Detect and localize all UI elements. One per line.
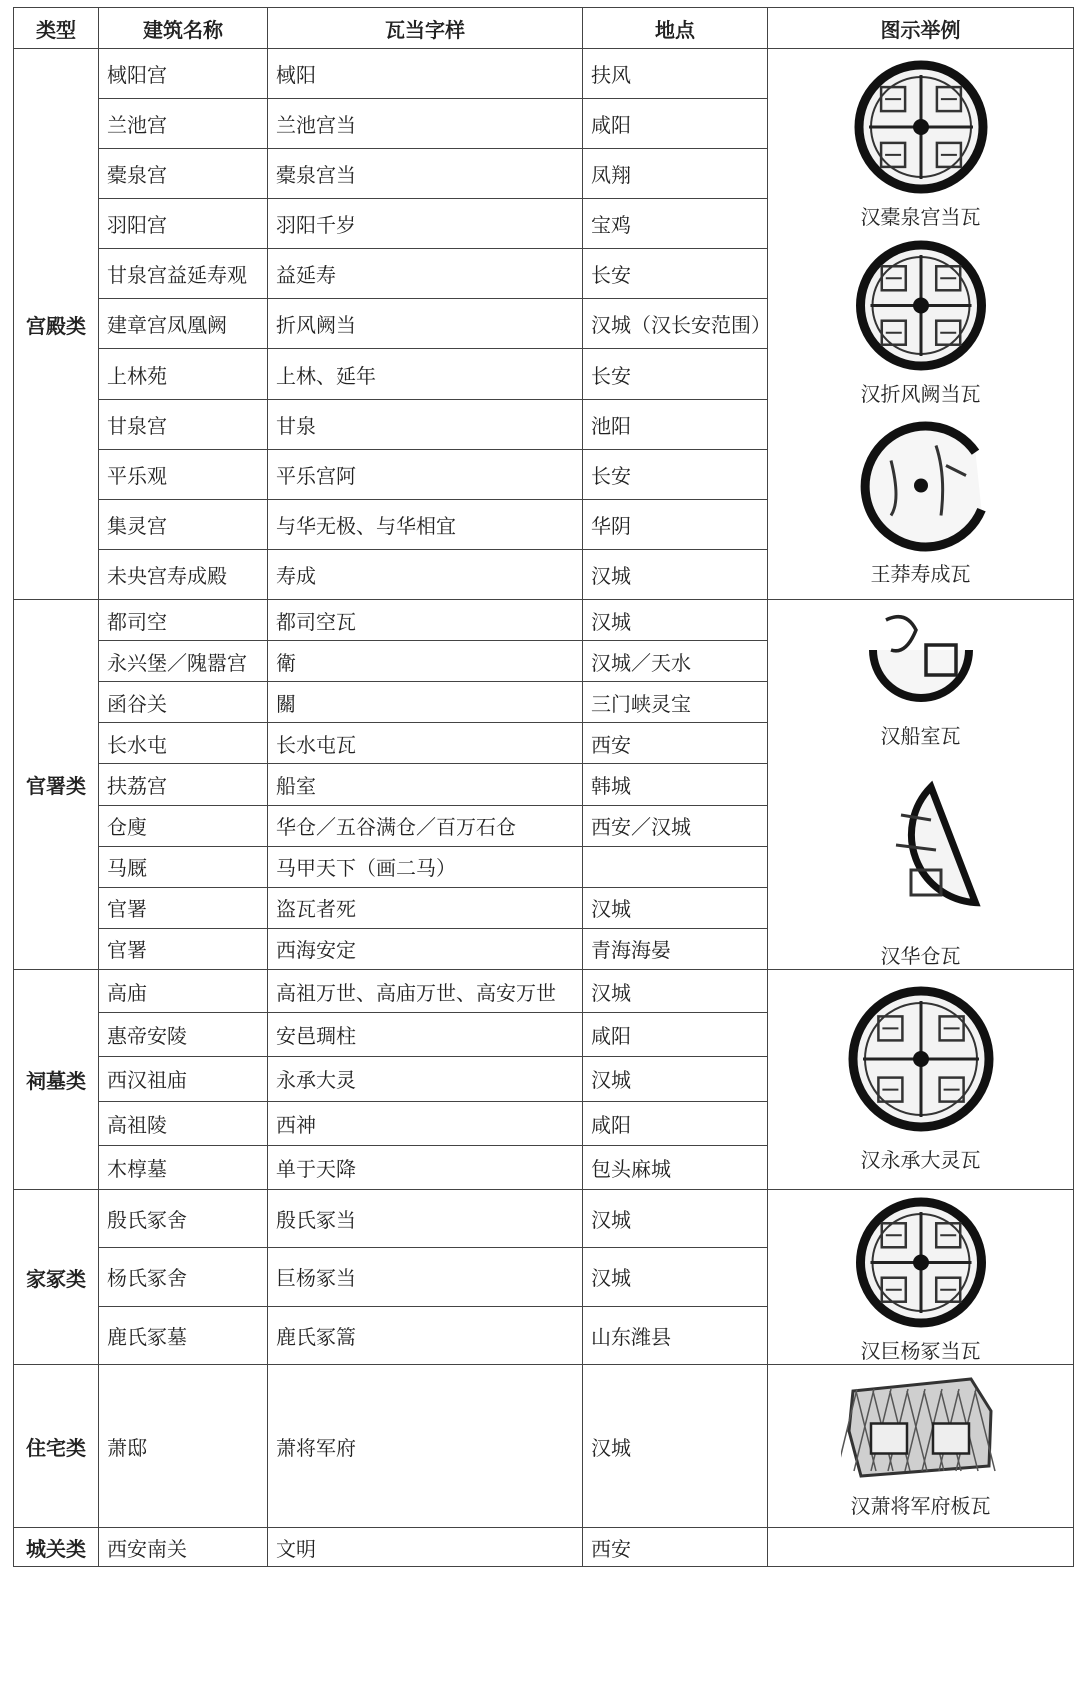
- building-name-cell: 扶荔宫: [99, 764, 268, 805]
- building-name-cell: 橐泉宫: [99, 149, 268, 199]
- tile-illustration: [768, 776, 1073, 969]
- tile-rubbing-image: [768, 1196, 1073, 1333]
- header-inscription: 瓦当字样: [268, 8, 583, 49]
- inscription-cell: 折风阙当: [268, 299, 583, 349]
- location-cell: 汉城: [583, 549, 768, 599]
- inscription-cell: 關: [268, 682, 583, 723]
- building-name-cell: 官署: [99, 928, 268, 969]
- inscription-cell: 永承大灵: [268, 1057, 583, 1101]
- location-cell: 西安: [583, 723, 768, 764]
- illustration-cell: [768, 1365, 1074, 1528]
- tile-rubbing-image: [768, 776, 1073, 938]
- building-name-cell: 集灵宫: [99, 499, 268, 549]
- header-illustration: 图示举例: [768, 8, 1074, 49]
- illustration-cell: [768, 1190, 1074, 1365]
- location-cell: 汉城（汉长安范围）: [583, 299, 768, 349]
- tile-inscription-table: [13, 7, 1074, 1567]
- inscription-cell: 单于天降: [268, 1145, 583, 1189]
- building-name-cell: 高祖陵: [99, 1101, 268, 1145]
- tile-illustration: [768, 239, 1073, 407]
- header-building: 建筑名称: [99, 8, 268, 49]
- building-name-cell: 西安南关: [99, 1528, 268, 1567]
- location-cell: 韩城: [583, 764, 768, 805]
- inscription-cell: 华仓／五谷满仓／百万石仓: [268, 805, 583, 846]
- inscription-cell: 马甲天下（画二马）: [268, 846, 583, 887]
- location-cell: 咸阳: [583, 1013, 768, 1057]
- inscription-cell: 西神: [268, 1101, 583, 1145]
- tile-rubbing-image: [768, 606, 1073, 718]
- illustration-cell: [768, 600, 1074, 970]
- location-cell: 长安: [583, 249, 768, 299]
- building-name-cell: 都司空: [99, 600, 268, 641]
- category-cell: 宫殿类: [14, 49, 99, 600]
- category-cell: 城关类: [14, 1528, 99, 1567]
- tile-caption: 汉华仓瓦: [880, 944, 961, 968]
- location-cell: 汉城: [583, 1365, 768, 1528]
- table-row: [14, 600, 1074, 641]
- tile-rubbing-image: [768, 1371, 1073, 1488]
- inscription-cell: 寿成: [268, 549, 583, 599]
- inscription-cell: 长水屯瓦: [268, 723, 583, 764]
- inscription-cell: 巨杨冢当: [268, 1248, 583, 1306]
- illustration-cell: [768, 49, 1074, 600]
- location-cell: 汉城: [583, 887, 768, 928]
- building-name-cell: 惠帝安陵: [99, 1013, 268, 1057]
- building-name-cell: 建章宫凤凰阙: [99, 299, 268, 349]
- building-name-cell: 殷氏冢舍: [99, 1190, 268, 1248]
- inscription-cell: 上林、延年: [268, 349, 583, 399]
- inscription-cell: 鹿氏冢篙: [268, 1306, 583, 1364]
- building-name-cell: 平乐观: [99, 449, 268, 499]
- inscription-cell: 萧将军府: [268, 1365, 583, 1528]
- inscription-cell: 都司空瓦: [268, 600, 583, 641]
- tile-caption: 汉萧将军府板瓦: [850, 1494, 991, 1518]
- category-cell: 住宅类: [14, 1365, 99, 1528]
- building-name-cell: 马厩: [99, 846, 268, 887]
- inscription-cell: 船室: [268, 764, 583, 805]
- category-cell: 家冢类: [14, 1190, 99, 1365]
- tile-illustration: [768, 980, 1073, 1173]
- building-name-cell: 官署: [99, 887, 268, 928]
- location-cell: 咸阳: [583, 99, 768, 149]
- building-name-cell: 鹿氏冢墓: [99, 1306, 268, 1364]
- location-cell: 西安／汉城: [583, 805, 768, 846]
- building-name-cell: 未央宫寿成殿: [99, 549, 268, 599]
- inscription-cell: 平乐宫阿: [268, 449, 583, 499]
- location-cell: 山东潍县: [583, 1306, 768, 1364]
- tile-illustration: [768, 1371, 1073, 1519]
- inscription-cell: 橐泉宫当: [268, 149, 583, 199]
- location-cell: 汉城: [583, 1190, 768, 1248]
- tile-caption: 汉巨杨冢当瓦: [860, 1339, 981, 1363]
- tile-caption: 汉折风阙当瓦: [860, 382, 981, 406]
- building-name-cell: 甘泉宫: [99, 399, 268, 449]
- building-name-cell: 木椁墓: [99, 1145, 268, 1189]
- inscription-cell: 羽阳千岁: [268, 199, 583, 249]
- tile-rubbing-image: [768, 980, 1073, 1142]
- table-row: [14, 49, 1074, 99]
- building-name-cell: 上林苑: [99, 349, 268, 399]
- table-row: [14, 1190, 1074, 1248]
- inscription-cell: 西海安定: [268, 928, 583, 969]
- tile-illustration: [768, 1196, 1073, 1364]
- table-row: [14, 1365, 1074, 1528]
- inscription-cell: 兰池宫当: [268, 99, 583, 149]
- inscription-cell: 殷氏冢当: [268, 1190, 583, 1248]
- building-name-cell: 兰池宫: [99, 99, 268, 149]
- table-row: [14, 1528, 1074, 1567]
- category-cell: 祠墓类: [14, 970, 99, 1190]
- location-cell: 西安: [583, 1528, 768, 1567]
- location-cell: 凤翔: [583, 149, 768, 199]
- tile-caption: 王莽寿成瓦: [870, 562, 971, 586]
- location-cell: 长安: [583, 449, 768, 499]
- building-name-cell: 仓廋: [99, 805, 268, 846]
- tile-rubbing-image: [768, 59, 1073, 199]
- location-cell: 华阴: [583, 499, 768, 549]
- location-cell: 长安: [583, 349, 768, 399]
- location-cell: 咸阳: [583, 1101, 768, 1145]
- illustration-cell: [768, 970, 1074, 1190]
- tile-caption: 汉永承大灵瓦: [860, 1148, 981, 1172]
- inscription-cell: 安邑琱柱: [268, 1013, 583, 1057]
- location-cell: [583, 846, 768, 887]
- header-type: 类型: [14, 8, 99, 49]
- location-cell: 汉城: [583, 600, 768, 641]
- building-name-cell: 萧邸: [99, 1365, 268, 1528]
- tile-illustration: [768, 419, 1073, 587]
- tile-caption: 汉船室瓦: [880, 724, 961, 748]
- inscription-cell: 盗瓦者死: [268, 887, 583, 928]
- inscription-cell: 文明: [268, 1528, 583, 1567]
- inscription-cell: 棫阳: [268, 49, 583, 99]
- tile-illustration: [768, 606, 1073, 749]
- location-cell: 三门峡灵宝: [583, 682, 768, 723]
- building-name-cell: 羽阳宫: [99, 199, 268, 249]
- tile-illustration: [768, 59, 1073, 230]
- location-cell: 汉城: [583, 1057, 768, 1101]
- inscription-cell: 与华无极、与华相宜: [268, 499, 583, 549]
- location-cell: 池阳: [583, 399, 768, 449]
- location-cell: 汉城: [583, 970, 768, 1013]
- building-name-cell: 函谷关: [99, 682, 268, 723]
- location-cell: 汉城／天水: [583, 641, 768, 682]
- building-name-cell: 永兴堡／隗嚣宫: [99, 641, 268, 682]
- tile-rubbing-image: [768, 239, 1073, 376]
- building-name-cell: 甘泉宫益延寿观: [99, 249, 268, 299]
- building-name-cell: 西汉祖庙: [99, 1057, 268, 1101]
- inscription-cell: 衛: [268, 641, 583, 682]
- location-cell: 宝鸡: [583, 199, 768, 249]
- tile-rubbing-image: [768, 419, 1073, 556]
- building-name-cell: 长水屯: [99, 723, 268, 764]
- header-location: 地点: [583, 8, 768, 49]
- header-row: [14, 8, 1074, 49]
- tile-caption: 汉橐泉宫当瓦: [860, 205, 981, 229]
- illustration-cell: [768, 1528, 1074, 1567]
- table-row: [14, 970, 1074, 1013]
- inscription-cell: 甘泉: [268, 399, 583, 449]
- location-cell: 包头麻城: [583, 1145, 768, 1189]
- location-cell: 扶风: [583, 49, 768, 99]
- location-cell: 汉城: [583, 1248, 768, 1306]
- inscription-cell: 高祖万世、高庙万世、高安万世: [268, 970, 583, 1013]
- inscription-cell: 益延寿: [268, 249, 583, 299]
- building-name-cell: 棫阳宫: [99, 49, 268, 99]
- building-name-cell: 杨氏冢舍: [99, 1248, 268, 1306]
- building-name-cell: 高庙: [99, 970, 268, 1013]
- location-cell: 青海海晏: [583, 928, 768, 969]
- category-cell: 官署类: [14, 600, 99, 970]
